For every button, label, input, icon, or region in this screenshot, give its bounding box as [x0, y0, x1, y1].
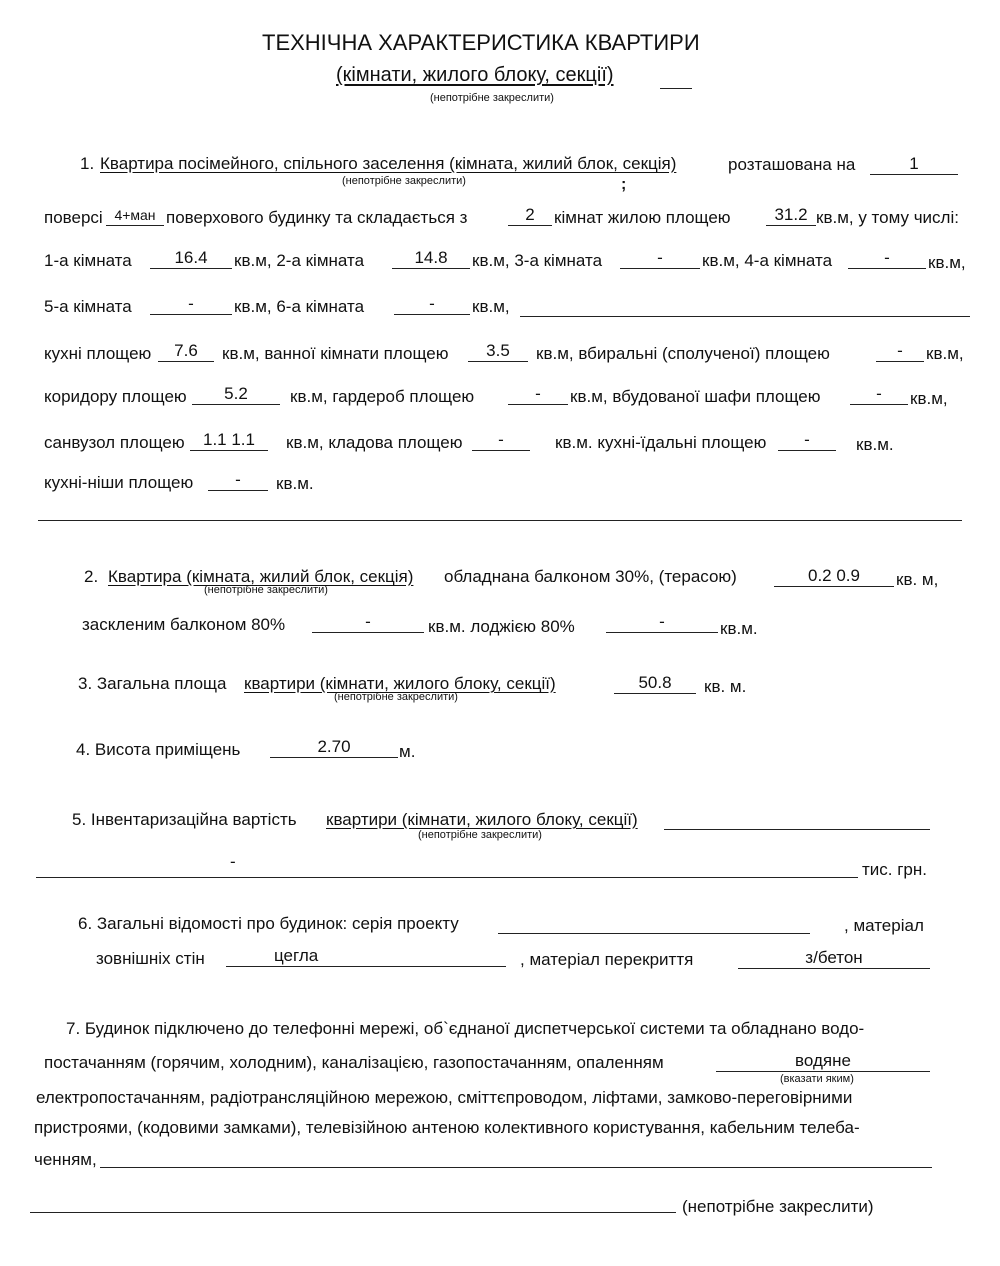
s1-wardrobe-label: кв.м, гардероб площею [290, 387, 475, 406]
s1-sanuzol-field[interactable]: 1.1 1.1 [190, 430, 268, 451]
s1-wardrobe-field[interactable]: - [508, 384, 568, 405]
s7-line2: постачанням (горячим, холодним), каналізацією, газопостачанням, опаленням [44, 1053, 664, 1072]
document-title: ТЕХНІЧНА ХАРАКТЕРИСТИКА КВАРТИРИ [262, 30, 700, 55]
stray-mark: ; [621, 176, 627, 193]
s1-room6-label: кв.м, 6-а кімната [234, 297, 365, 316]
s5-strike-note: (непотрібне закреслити) [418, 829, 542, 841]
s1-closet-field[interactable]: - [850, 384, 908, 405]
s1-wc-field[interactable]: - [876, 341, 924, 362]
s1-room1-label: 1-а кімната [44, 251, 132, 270]
s4-label: 4. Висота приміщень [76, 740, 241, 759]
s1-building: поверхового будинку та складається з [166, 208, 468, 227]
subtitle-line [660, 88, 692, 89]
s6-material-label: , матеріал [844, 916, 924, 935]
s3-unit: кв. м. [704, 677, 747, 696]
s7-blank-line-1 [100, 1167, 932, 1168]
s7-line5: ченням, [34, 1150, 97, 1169]
s6-floors-label: , матеріал перекриття [520, 950, 694, 969]
s1-type: Квартира посімейного, спільного заселення (кімната, жилий блок, секція) [100, 154, 677, 173]
s2-balcony-field[interactable]: 0.2 0.9 [774, 566, 894, 587]
s1-wc-label: кв.м, вбиральні (сполученої) площею [536, 344, 830, 363]
s1-room5-label: 5-а кімната [44, 297, 132, 316]
s1-niche-field[interactable]: - [208, 470, 268, 491]
s7-line3: електропостачанням, радіотрансляційною мережою, сміттєпроводом, ліфтами, замково-переговірними [36, 1088, 853, 1107]
s1-room5-field[interactable]: - [150, 294, 232, 315]
s6-floors-field[interactable]: з/бетон [738, 948, 930, 969]
s3-total-field[interactable]: 50.8 [614, 673, 696, 694]
s1-wc-unit: кв.м, [926, 344, 964, 363]
s1-pantry-field[interactable]: - [472, 430, 530, 451]
s2-strike-note: (непотрібне закреслити) [204, 584, 328, 596]
s7-final-note: (непотрібне закреслити) [682, 1197, 874, 1216]
s1-floors-total-field[interactable]: 4+ман [106, 205, 164, 226]
s1-kitchen-label: кухні площею [44, 344, 152, 363]
s1-rooms-field[interactable]: 2 [508, 205, 552, 226]
s1-niche-label: кухні-ніши площею [44, 473, 194, 492]
s1-blank-line-1 [520, 316, 970, 317]
s4-unit: м. [399, 742, 416, 761]
s1-strike-note: (непотрібне закреслити) [342, 175, 466, 187]
s1-living-area-field[interactable]: 31.2 [766, 205, 816, 226]
s1-floor-word: поверсі [44, 208, 103, 227]
s7-heating-note: (вказати яким) [780, 1073, 854, 1085]
document-subtitle: (кімнати, жилого блоку, секції) [336, 64, 614, 86]
s1-floor-field[interactable]: 1 [870, 154, 958, 175]
s2-type: Квартира (кімната, жилий блок, секція) [108, 567, 414, 586]
s5-label: 5. Інвентаризаційна вартість [72, 810, 297, 829]
s1-corridor-field[interactable]: 5.2 [192, 384, 280, 405]
s2-loggia-field[interactable]: - [606, 612, 718, 633]
s1-kitchen-field[interactable]: 7.6 [158, 341, 214, 362]
s7-blank-line-2 [30, 1212, 676, 1213]
s6-walls-label: зовнішніх стін [96, 949, 205, 968]
s3-type: квартири (кімнати, жилого блоку, секції) [244, 674, 556, 693]
s1-dining-unit: кв.м. [856, 435, 894, 454]
s5-unit: тис. грн. [862, 860, 927, 879]
s1-located: розташована на [728, 155, 856, 174]
s2-glazed-field[interactable]: - [312, 612, 424, 633]
s1-room4-label: кв.м, 4-а кімната [702, 251, 833, 270]
s1-dining-field[interactable]: - [778, 430, 836, 451]
strike-note: (непотрібне закреслити) [430, 92, 554, 104]
s3-label: 3. Загальна площа [78, 674, 227, 693]
s1-room4-field[interactable]: - [848, 248, 926, 269]
s2-loggia-unit: кв.м. [720, 619, 758, 638]
s1-room6-field[interactable]: - [394, 294, 470, 315]
s7-line1: 7. Будинок підключено до телефонні мережі, об`єднаної диспетчерської системи та обладнано водо- [66, 1019, 865, 1038]
s2-balcony-unit: кв. м, [896, 570, 939, 589]
s1-bath-label: кв.м, ванної кімнати площею [222, 344, 449, 363]
s5-value-field[interactable]: - [36, 857, 858, 878]
s1-separator-line [38, 520, 962, 521]
s1-dining-label: кв.м. кухні-їдальні площею [555, 433, 767, 452]
s1-room3-field[interactable]: - [620, 248, 700, 269]
s1-sanuzol-label: санвузол площею [44, 433, 185, 452]
s2-loggia-label: кв.м. лоджією 80% [428, 617, 575, 636]
s1-corridor-label: коридору площею [44, 387, 187, 406]
s1-pantry-label: кв.м, кладова площею [286, 433, 463, 452]
s4-height-field[interactable]: 2.70 [270, 737, 398, 758]
s1-bath-field[interactable]: 3.5 [468, 341, 528, 362]
s1-room6-unit: кв.м, [472, 297, 510, 316]
s1-incl: кв.м, у тому числі: [816, 208, 959, 227]
s7-heating-field[interactable]: водяне [716, 1051, 930, 1072]
s1-room2-label: кв.м, 2-а кімната [234, 251, 365, 270]
s1-closet-label: кв.м, вбудованої шафи площею [570, 387, 821, 406]
s6-walls-field[interactable]: цегла [226, 946, 506, 967]
s1-room3-label: кв.м, 3-а кімната [472, 251, 603, 270]
s1-rooms-text: кімнат жилою площею [554, 208, 731, 227]
s1-room1-field[interactable]: 16.4 [150, 248, 232, 269]
s1-room2-field[interactable]: 14.8 [392, 248, 470, 269]
s2-glazed-label: заскленим балконом 80% [82, 615, 286, 634]
s6-label: 6. Загальні відомості про будинок: серія проекту [78, 914, 459, 933]
s2-balcony-text: обладнана балконом 30%, (терасою) [444, 567, 737, 586]
s2-number: 2. [84, 567, 99, 586]
s6-series-field[interactable] [498, 913, 810, 934]
s3-strike-note: (непотрібне закреслити) [334, 691, 458, 703]
s1-niche-unit: кв.м. [276, 474, 314, 493]
s7-line4: пристроями, (кодовими замками), телевізійною антеною колективного користування, кабельним телеба- [34, 1118, 860, 1137]
s1-closet-unit: кв.м, [910, 389, 948, 408]
s5-blank-line [664, 829, 930, 830]
s1-room4-unit: кв.м, [928, 253, 966, 272]
s1-number: 1. [80, 154, 95, 173]
s5-type: квартири (кімнати, жилого блоку, секції) [326, 810, 638, 829]
